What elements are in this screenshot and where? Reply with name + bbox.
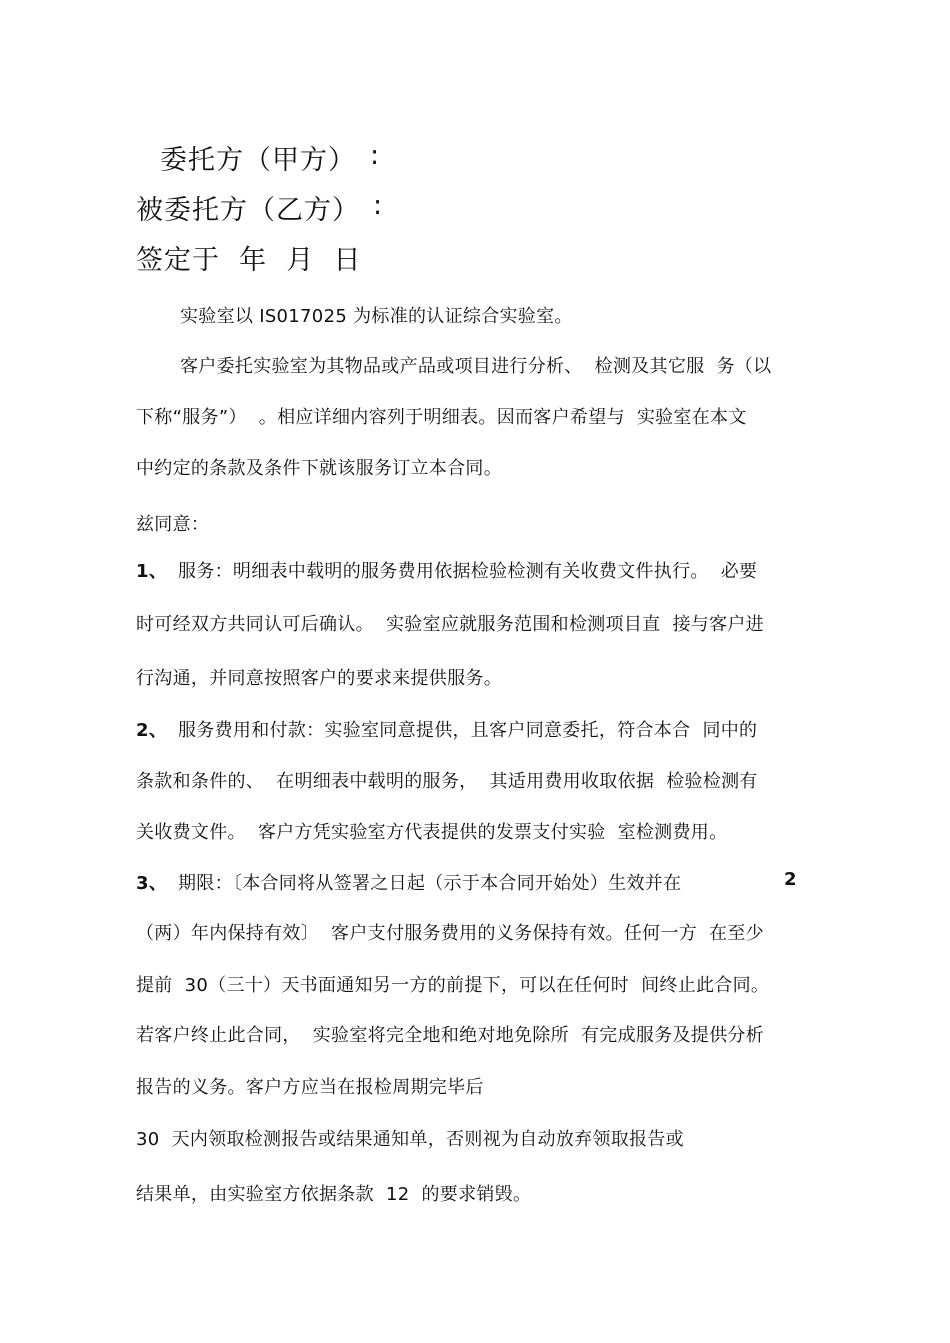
clause-2-line-3: 关收费文件。 客户方凭实验室方代表提供的发票支付实验 室检测费用。 [136,822,728,843]
intro-paragraph-2-line-2: 下称“服务”） 。相应详细内容列于明细表。因而客户希望与 实验室在本文 [136,407,747,428]
clause-3-line-2: （两）年内保持有效〕 客户支付服务费用的义务保持有效。任何一方 在至少 [136,923,764,944]
clause-1-line-1 [136,557,757,583]
party-b-label: 被委托方（乙方） [136,195,360,226]
intro-paragraph-2-line-3: 中约定的条款及条件下就该服务订立本合同。 [136,458,502,479]
clause-3-line-1 [136,869,681,895]
clause-3-text: 期限：〔本合同将从签署之日起（示于本合同开始处）生效并在 [178,873,682,894]
clause-3-duration-number: 2 [784,869,797,890]
clause-1-line-3: 行沟通，并同意按照客户的要求来提供服务。 [136,668,502,689]
party-a-label: 委托方（甲方） [160,145,356,176]
clause-2-line-1 [136,716,757,742]
signed-date-line: 签定于 年 月 日 [136,245,362,276]
intro-paragraph-1: 实验室以 IS017025 为标准的认证综合实验室。 [180,306,573,327]
clause-3-line-4: 若客户终止此合同， 实验室将完全地和绝对地免除所 有完成服务及提供分析 [136,1025,764,1046]
clause-2-line-2: 条款和条件的、 在明细表中载明的服务， 其适用费用收取依据 检验检测有 [136,771,758,792]
clause-2-text: 服务费用和付款：实验室同意提供，且客户同意委托，符合本合 同中的 [178,720,758,741]
clause-1-line-2: 时可经双方共同认可后确认。 实验室应就服务范围和检测项目直 接与客户进 [136,614,764,635]
clause-1-number: 1、 [136,561,168,582]
clause-3-line-7: 结果单，由实验室方依据条款 12 的要求销毁。 [136,1184,532,1205]
clause-3-line-6: 30 天内领取检测报告或结果通知单，否则视为自动放弃领取报告或 [136,1129,684,1150]
party-a-colon: : [370,140,381,171]
clause-3-line-3: 提前 30（三十）天书面通知另一方的前提下，可以在任何时 间终止此合同。 [136,975,770,996]
clause-1-text: 服务：明细表中载明的服务费用依据检验检测有关收费文件执行。 必要 [178,561,758,582]
clause-3-line-5: 报告的义务。客户方应当在报检周期完毕后 [136,1077,484,1098]
clause-2-number: 2、 [136,720,168,741]
agreement-heading: 兹同意： [136,514,210,535]
intro-paragraph-2-line-1: 客户委托实验室为其物品或产品或项目进行分析、 检测及其它服 务（以 [180,356,772,377]
clause-3-number: 3、 [136,873,168,894]
party-b-colon: : [373,190,384,221]
